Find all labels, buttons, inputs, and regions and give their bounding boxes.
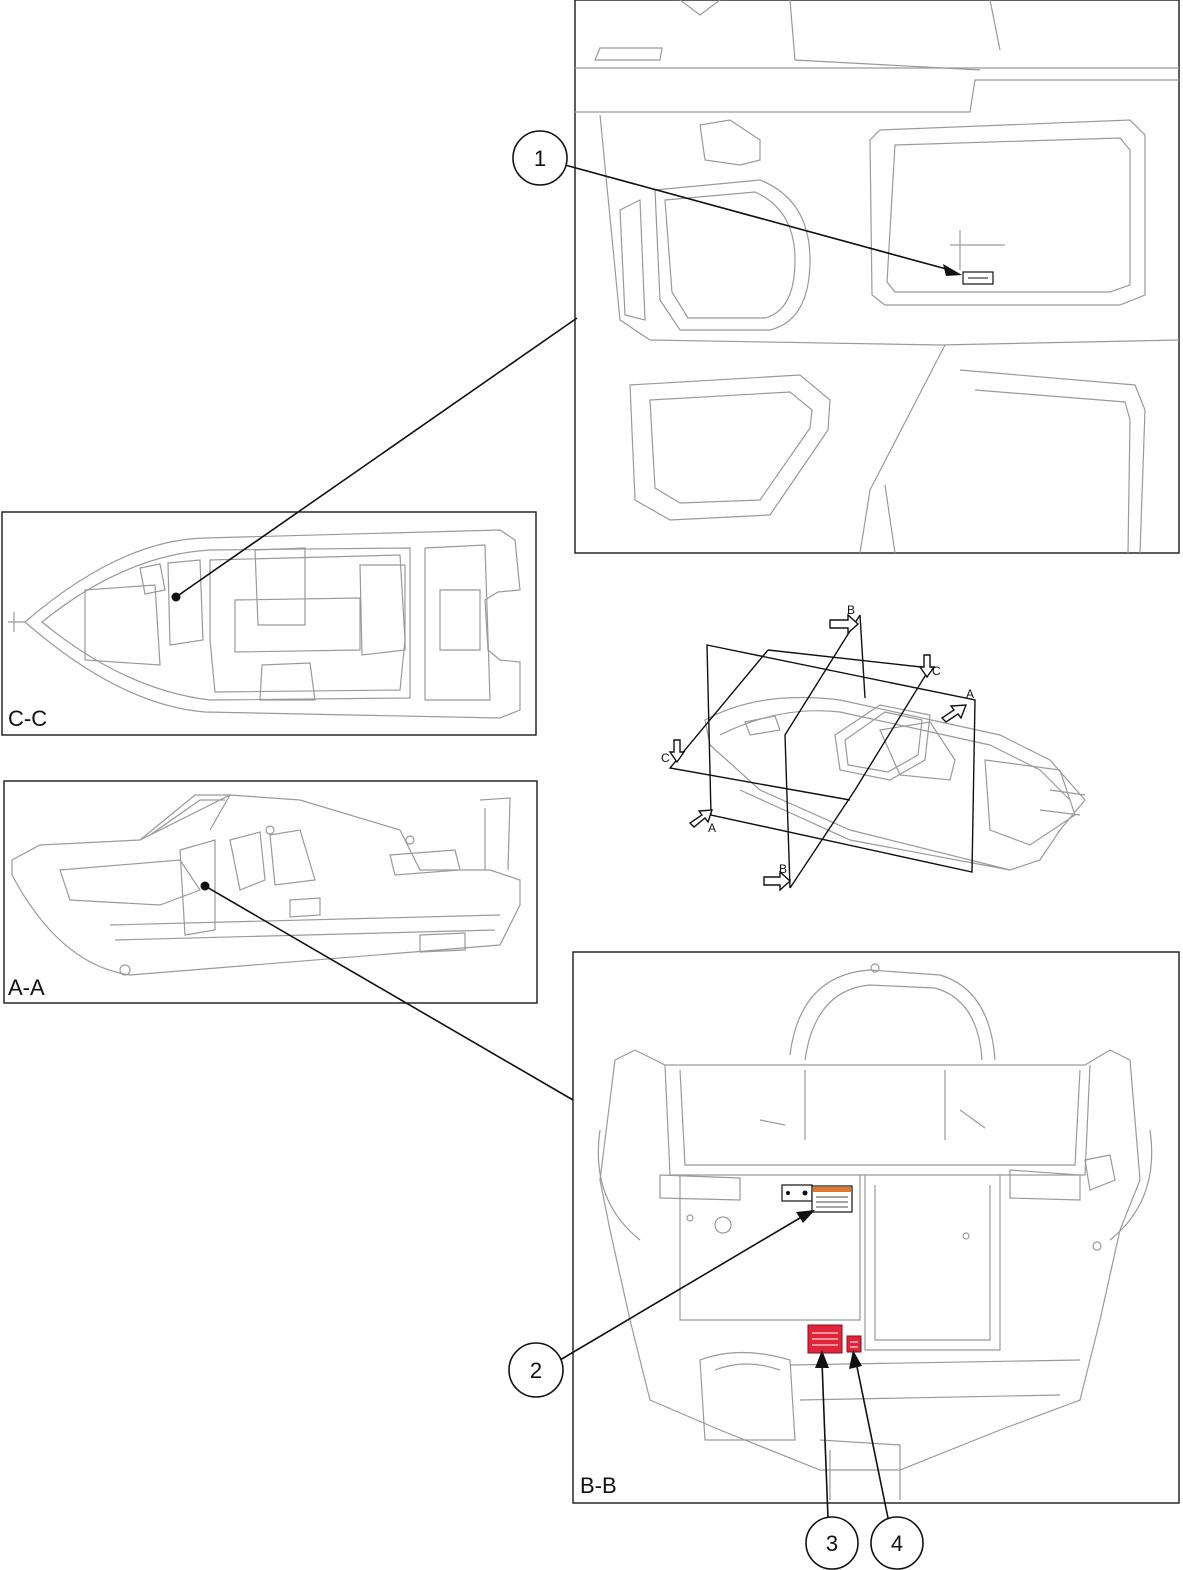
section-cc-view xyxy=(2,512,536,735)
marker-b-top-arrow xyxy=(830,615,858,633)
marker-b-bottom-letter: B xyxy=(779,862,788,876)
detail-view-top xyxy=(575,0,1179,553)
marker-c-left-arrow xyxy=(670,740,684,762)
callout-1 xyxy=(513,131,567,185)
section-aa-label: A-A xyxy=(8,975,45,1000)
marker-a-top-letter: A xyxy=(966,687,975,701)
section-bb-view xyxy=(573,952,1179,1503)
isometric-key-view xyxy=(661,603,1085,890)
callout-3 xyxy=(806,1517,858,1569)
callout-4 xyxy=(871,1517,923,1569)
leader-aa-dot xyxy=(201,882,210,891)
callout-2 xyxy=(509,1343,563,1397)
marker-a-bottom-letter: A xyxy=(708,821,717,835)
callout-1-number: 1 xyxy=(533,146,547,171)
section-cc-label: C-C xyxy=(8,706,48,731)
leader-cc-dot xyxy=(172,593,181,602)
marker-c-right-letter: C xyxy=(932,664,941,678)
section-bb-label: B-B xyxy=(580,1473,617,1498)
marker-b-top-letter: B xyxy=(847,603,856,617)
section-aa-view xyxy=(4,781,537,1003)
callout-3-number: 3 xyxy=(825,1531,839,1556)
callout-4-number: 4 xyxy=(890,1531,904,1556)
marker-a-top-arrow xyxy=(942,705,966,722)
marker-c-left-letter: C xyxy=(661,751,670,765)
callout-2-number: 2 xyxy=(529,1358,543,1383)
